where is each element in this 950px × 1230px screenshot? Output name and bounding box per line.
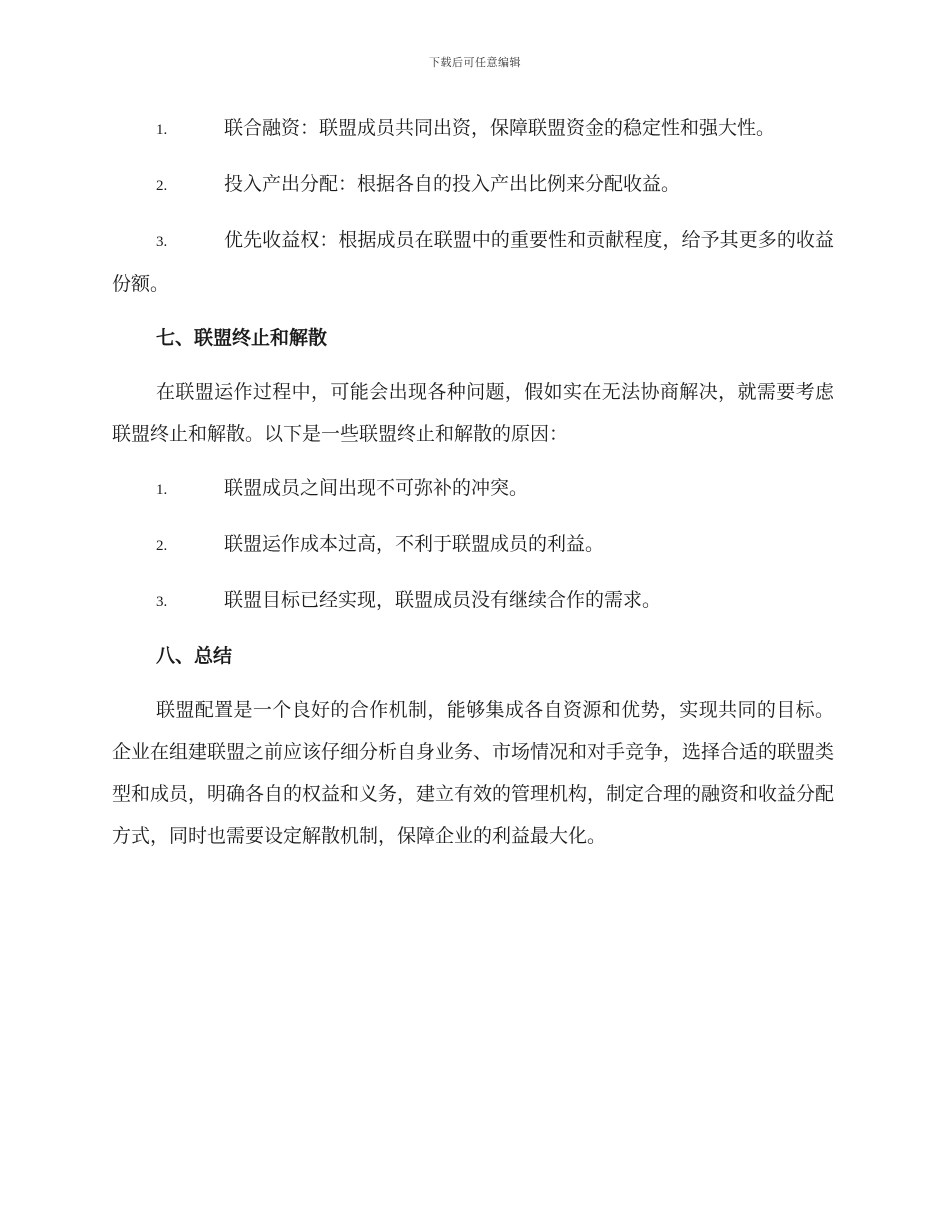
list-item-text: 联盟运作成本过高，不利于联盟成员的利益。 (224, 533, 605, 555)
list-item (112, 467, 834, 511)
list-item-number: 2. (156, 178, 168, 194)
list-item (112, 163, 834, 207)
list-item-text: 联合融资：联盟成员共同出资，保障联盟资金的稳定性和强大性。 (224, 117, 776, 139)
document-body (112, 107, 834, 869)
list-item-number: 2. (156, 538, 168, 554)
list-item-number: 1. (156, 122, 168, 138)
list-item-text: 联盟目标已经实现，联盟成员没有继续合作的需求。 (224, 589, 662, 611)
page-header: 下载后可任意编辑 (429, 56, 521, 69)
list-item (112, 523, 834, 567)
list-item (112, 107, 834, 151)
paragraph: 联盟配置是一个良好的合作机制，能够集成各自资源和优势，实现共同的目标。企业在组建联盟之前应该仔细分析自身业务、市场情况和对手竞争，选择合适的联盟类型和成员，明确各自的权益和义务，建立有效的管理机构，制定合理的融资和收益分配方式，同时也需要设定解散机制，保障企业的利益最大化。 (112, 699, 835, 847)
paragraph: 在联盟运作过程中，可能会出现各种问题，假如实在无法协商解决，就需要考虑联盟终止和解散。以下是一些联盟终止和解散的原因： (112, 381, 834, 445)
list-item-number: 3. (156, 234, 168, 250)
list-item-number: 1. (156, 482, 168, 498)
section-heading: 七、联盟终止和解散 (156, 327, 328, 349)
list-item (112, 579, 834, 623)
list-item (112, 219, 834, 305)
section-heading: 八、总结 (156, 645, 233, 667)
list-item-text: 联盟成员之间出现不可弥补的冲突。 (224, 477, 529, 499)
list-item-number: 3. (156, 594, 168, 610)
list-item-text: 投入产出分配：根据各自的投入产出比例来分配收益。 (224, 173, 681, 195)
list-item-text: 优先收益权：根据成员在联盟中的重要性和贡献程度，给予其更多的收益份额。 (112, 229, 834, 295)
